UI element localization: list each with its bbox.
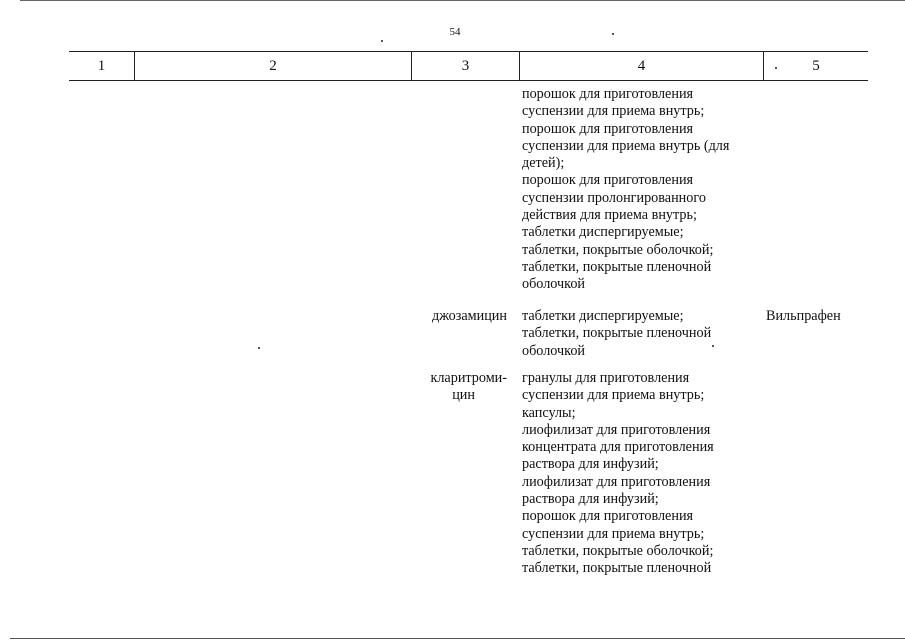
dosage-form-line: порошок для приготовления bbox=[522, 508, 694, 525]
drug-name: джозамицин bbox=[431, 308, 507, 324]
column-header-4: 4 bbox=[637, 58, 646, 74]
column-header-1: 1 bbox=[97, 58, 106, 74]
dosage-form-line: порошок для приготовления bbox=[522, 172, 694, 189]
dosage-form-line: детей); bbox=[522, 155, 565, 172]
dosage-form-line: таблетки, покрытые пленочной bbox=[522, 258, 712, 275]
scan-edge-bottom bbox=[10, 638, 905, 639]
column-header-2: 2 bbox=[269, 58, 277, 74]
dosage-form-line: лиофилизат для приготовления bbox=[522, 473, 711, 490]
column-header-3: 3 bbox=[461, 58, 470, 74]
dosage-form-line: суспензии для приема внутрь (для bbox=[522, 137, 730, 154]
trade-name-cell: Вильпрафен bbox=[766, 308, 841, 324]
dosage-form-line: раствора для инфузий; bbox=[522, 491, 659, 508]
scan-speck bbox=[258, 347, 260, 349]
dosage-form-line: порошок для приготовления bbox=[522, 86, 694, 102]
dosage-form-line: таблетки, покрытые пленочной bbox=[522, 560, 712, 577]
drug-name: цин bbox=[452, 387, 475, 404]
scan-edge-top bbox=[20, 0, 905, 1]
dosage-forms-cell bbox=[522, 86, 729, 294]
dosage-form-line: раствора для инфузий; bbox=[522, 456, 659, 473]
dosage-form-line: таблетки, покрытые пленочной bbox=[522, 325, 712, 342]
dosage-form-line: капсулы; bbox=[522, 404, 576, 421]
dosage-form-line: суспензии для приема внутрь; bbox=[522, 525, 705, 542]
column-header-5: 5 bbox=[812, 58, 820, 74]
table-header-row bbox=[69, 51, 868, 81]
dosage-form-line: оболочкой bbox=[522, 276, 586, 293]
dosage-form-line: концентрата для приготовления bbox=[522, 439, 714, 456]
page-number: 54 bbox=[449, 26, 461, 38]
dosage-form-line: лиофилизат для приготовления bbox=[522, 421, 711, 438]
dosage-form-line: гранулы для приготовления bbox=[522, 370, 690, 386]
dosage-form-line: таблетки, покрытые оболочкой; bbox=[522, 542, 714, 559]
dosage-form-line: порошок для приготовления bbox=[522, 120, 694, 137]
dosage-form-line: оболочкой bbox=[522, 342, 586, 359]
dosage-form-line: суспензии для приема внутрь; bbox=[522, 103, 705, 120]
drug-name: кларитроми- bbox=[430, 370, 507, 386]
dosage-form-line: таблетки диспергируемые; bbox=[522, 224, 684, 241]
scan-speck bbox=[612, 33, 614, 35]
dosage-form-line: таблетки диспергируемые; bbox=[522, 308, 684, 324]
dosage-forms-cell bbox=[522, 308, 711, 360]
scan-speck bbox=[712, 345, 714, 347]
dosage-forms-cell bbox=[522, 370, 714, 578]
dosage-form-line: суспензии для приема внутрь; bbox=[522, 387, 705, 404]
scan-speck bbox=[381, 40, 383, 42]
dosage-form-line: действия для приема внутрь; bbox=[522, 207, 697, 224]
dosage-form-line: суспензии пролонгированного bbox=[522, 189, 706, 206]
dosage-form-line: таблетки, покрытые оболочкой; bbox=[522, 241, 714, 258]
drug-name-cell bbox=[412, 308, 507, 325]
drug-name-cell bbox=[412, 370, 507, 405]
